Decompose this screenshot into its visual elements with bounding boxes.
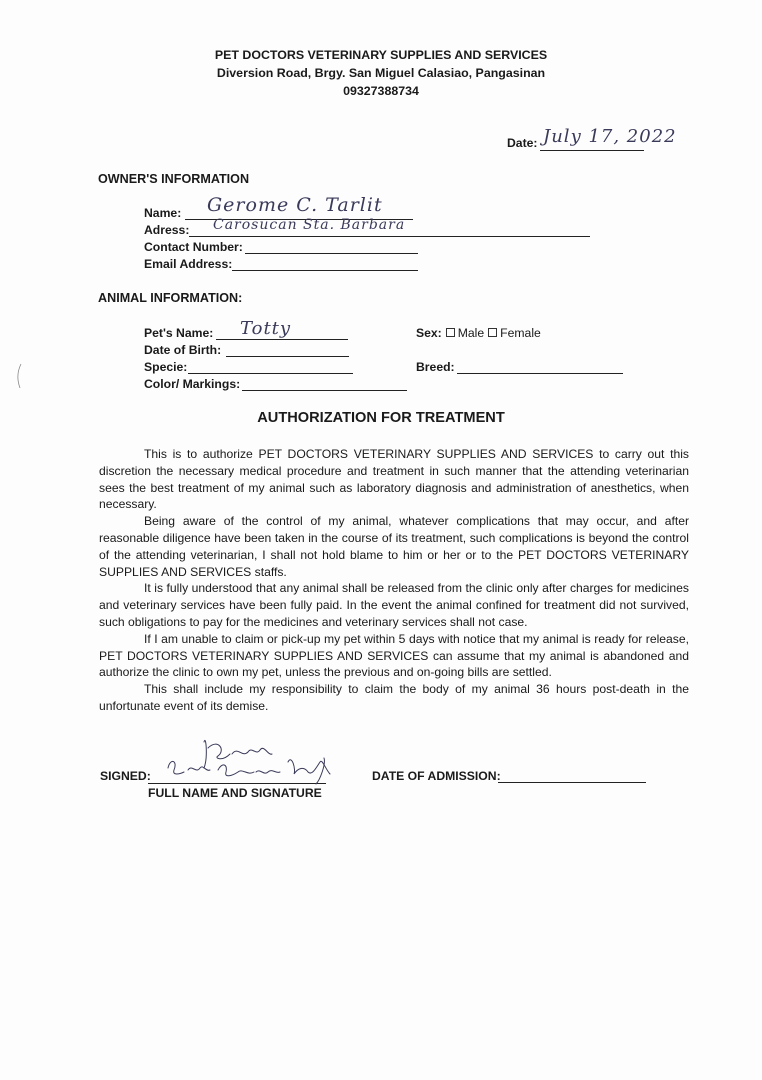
pet-name-line <box>216 339 348 340</box>
owner-section-title: OWNER'S INFORMATION <box>98 172 250 186</box>
authorization-paragraph: This shall include my responsibility to claim the body of my animal 36 hours post-death in the unfortunate event of its demise. <box>99 682 689 713</box>
contact-number-label: Contact Number: <box>144 240 243 254</box>
handwritten-signature <box>148 728 348 788</box>
contact-number-line <box>245 253 418 254</box>
sex-female-checkbox[interactable] <box>488 328 497 337</box>
date-value: July 17, 2022 <box>543 126 677 147</box>
owner-name-label: Name: <box>144 206 182 220</box>
scan-artifact-mark <box>14 362 24 390</box>
color-markings-line <box>242 390 407 391</box>
company-phone: 09327388734 <box>343 84 419 98</box>
sex-male-label: Male <box>457 326 485 340</box>
pet-name-value: Totty <box>240 318 292 339</box>
authorization-title: AUTHORIZATION FOR TREATMENT <box>257 410 505 426</box>
date-of-birth-label: Date of Birth: <box>144 343 222 357</box>
signed-label: SIGNED: <box>100 769 151 783</box>
date-of-admission-label: DATE OF ADMISSION: <box>372 769 501 783</box>
date-line <box>540 150 644 151</box>
sex-label: Sex: <box>416 326 442 340</box>
sex-female-label: Female <box>500 326 541 340</box>
breed-label: Breed: <box>416 360 455 374</box>
owner-address-line <box>189 236 590 237</box>
date-of-birth-line <box>226 356 349 357</box>
sex-field <box>416 326 541 340</box>
owner-address-value: Carosucan Sta. Barbara <box>213 217 406 233</box>
color-markings-label: Color/ Markings: <box>144 377 241 391</box>
authorization-paragraph: If I am unable to claim or pick-up my pet within 5 days with notice that my animal is ready for release, PET DOCTORS VETERINARY SUPPLIES AND SERVICES can assume that my animal is abandoned and authorize the clinic to own my pet, unless the previous and on-going bills are settled. <box>99 631 689 680</box>
specie-line <box>188 373 353 374</box>
authorization-paragraph: This is to authorize PET DOCTORS VETERINARY SUPPLIES AND SERVICES to carry out this discretion the necessary medical procedure and treatment in such manner that the attending veterinarian sees the best treatment of my animal such as laboratory diagnosis and administration of anesthetics, when necessary. <box>99 447 689 512</box>
email-address-line <box>232 270 418 271</box>
email-address-label: Email Address: <box>144 257 233 271</box>
animal-section-title: ANIMAL INFORMATION: <box>98 291 243 305</box>
sex-male-checkbox[interactable] <box>446 328 455 337</box>
date-label: Date: <box>507 136 538 150</box>
specie-label: Specie: <box>144 360 188 374</box>
authorization-paragraph: Being aware of the control of my animal, whatever complications that may occur, and after reasonable diligence have been taken in the course of its treatment, such complications is beyond the control of the attending veterinarian, I shall not hold blame to him or her or to the PET DOCTORS VETERINARY SUPPLIES AND SERVICES staffs. <box>99 514 689 579</box>
company-name: PET DOCTORS VETERINARY SUPPLIES AND SERVICES <box>214 48 548 62</box>
date-of-admission-line <box>498 782 646 783</box>
owner-address-label: Adress: <box>144 223 190 237</box>
breed-line <box>457 373 623 374</box>
authorization-paragraph: It is fully understood that any animal shall be released from the clinic only after charges for medicines and veterinary services have been fully paid. In the event the animal confined for treatment did not survived, such obligations to pay for the medicines and veterinary services shall not case. <box>99 581 689 629</box>
authorization-body <box>99 446 689 715</box>
pet-name-label: Pet's Name: <box>144 326 214 340</box>
company-address: Diversion Road, Brgy. San Miguel Calasiao, Pangasinan <box>216 66 546 80</box>
signature-caption: FULL NAME AND SIGNATURE <box>148 786 322 800</box>
owner-name-value: Gerome C. Tarlit <box>207 194 383 216</box>
